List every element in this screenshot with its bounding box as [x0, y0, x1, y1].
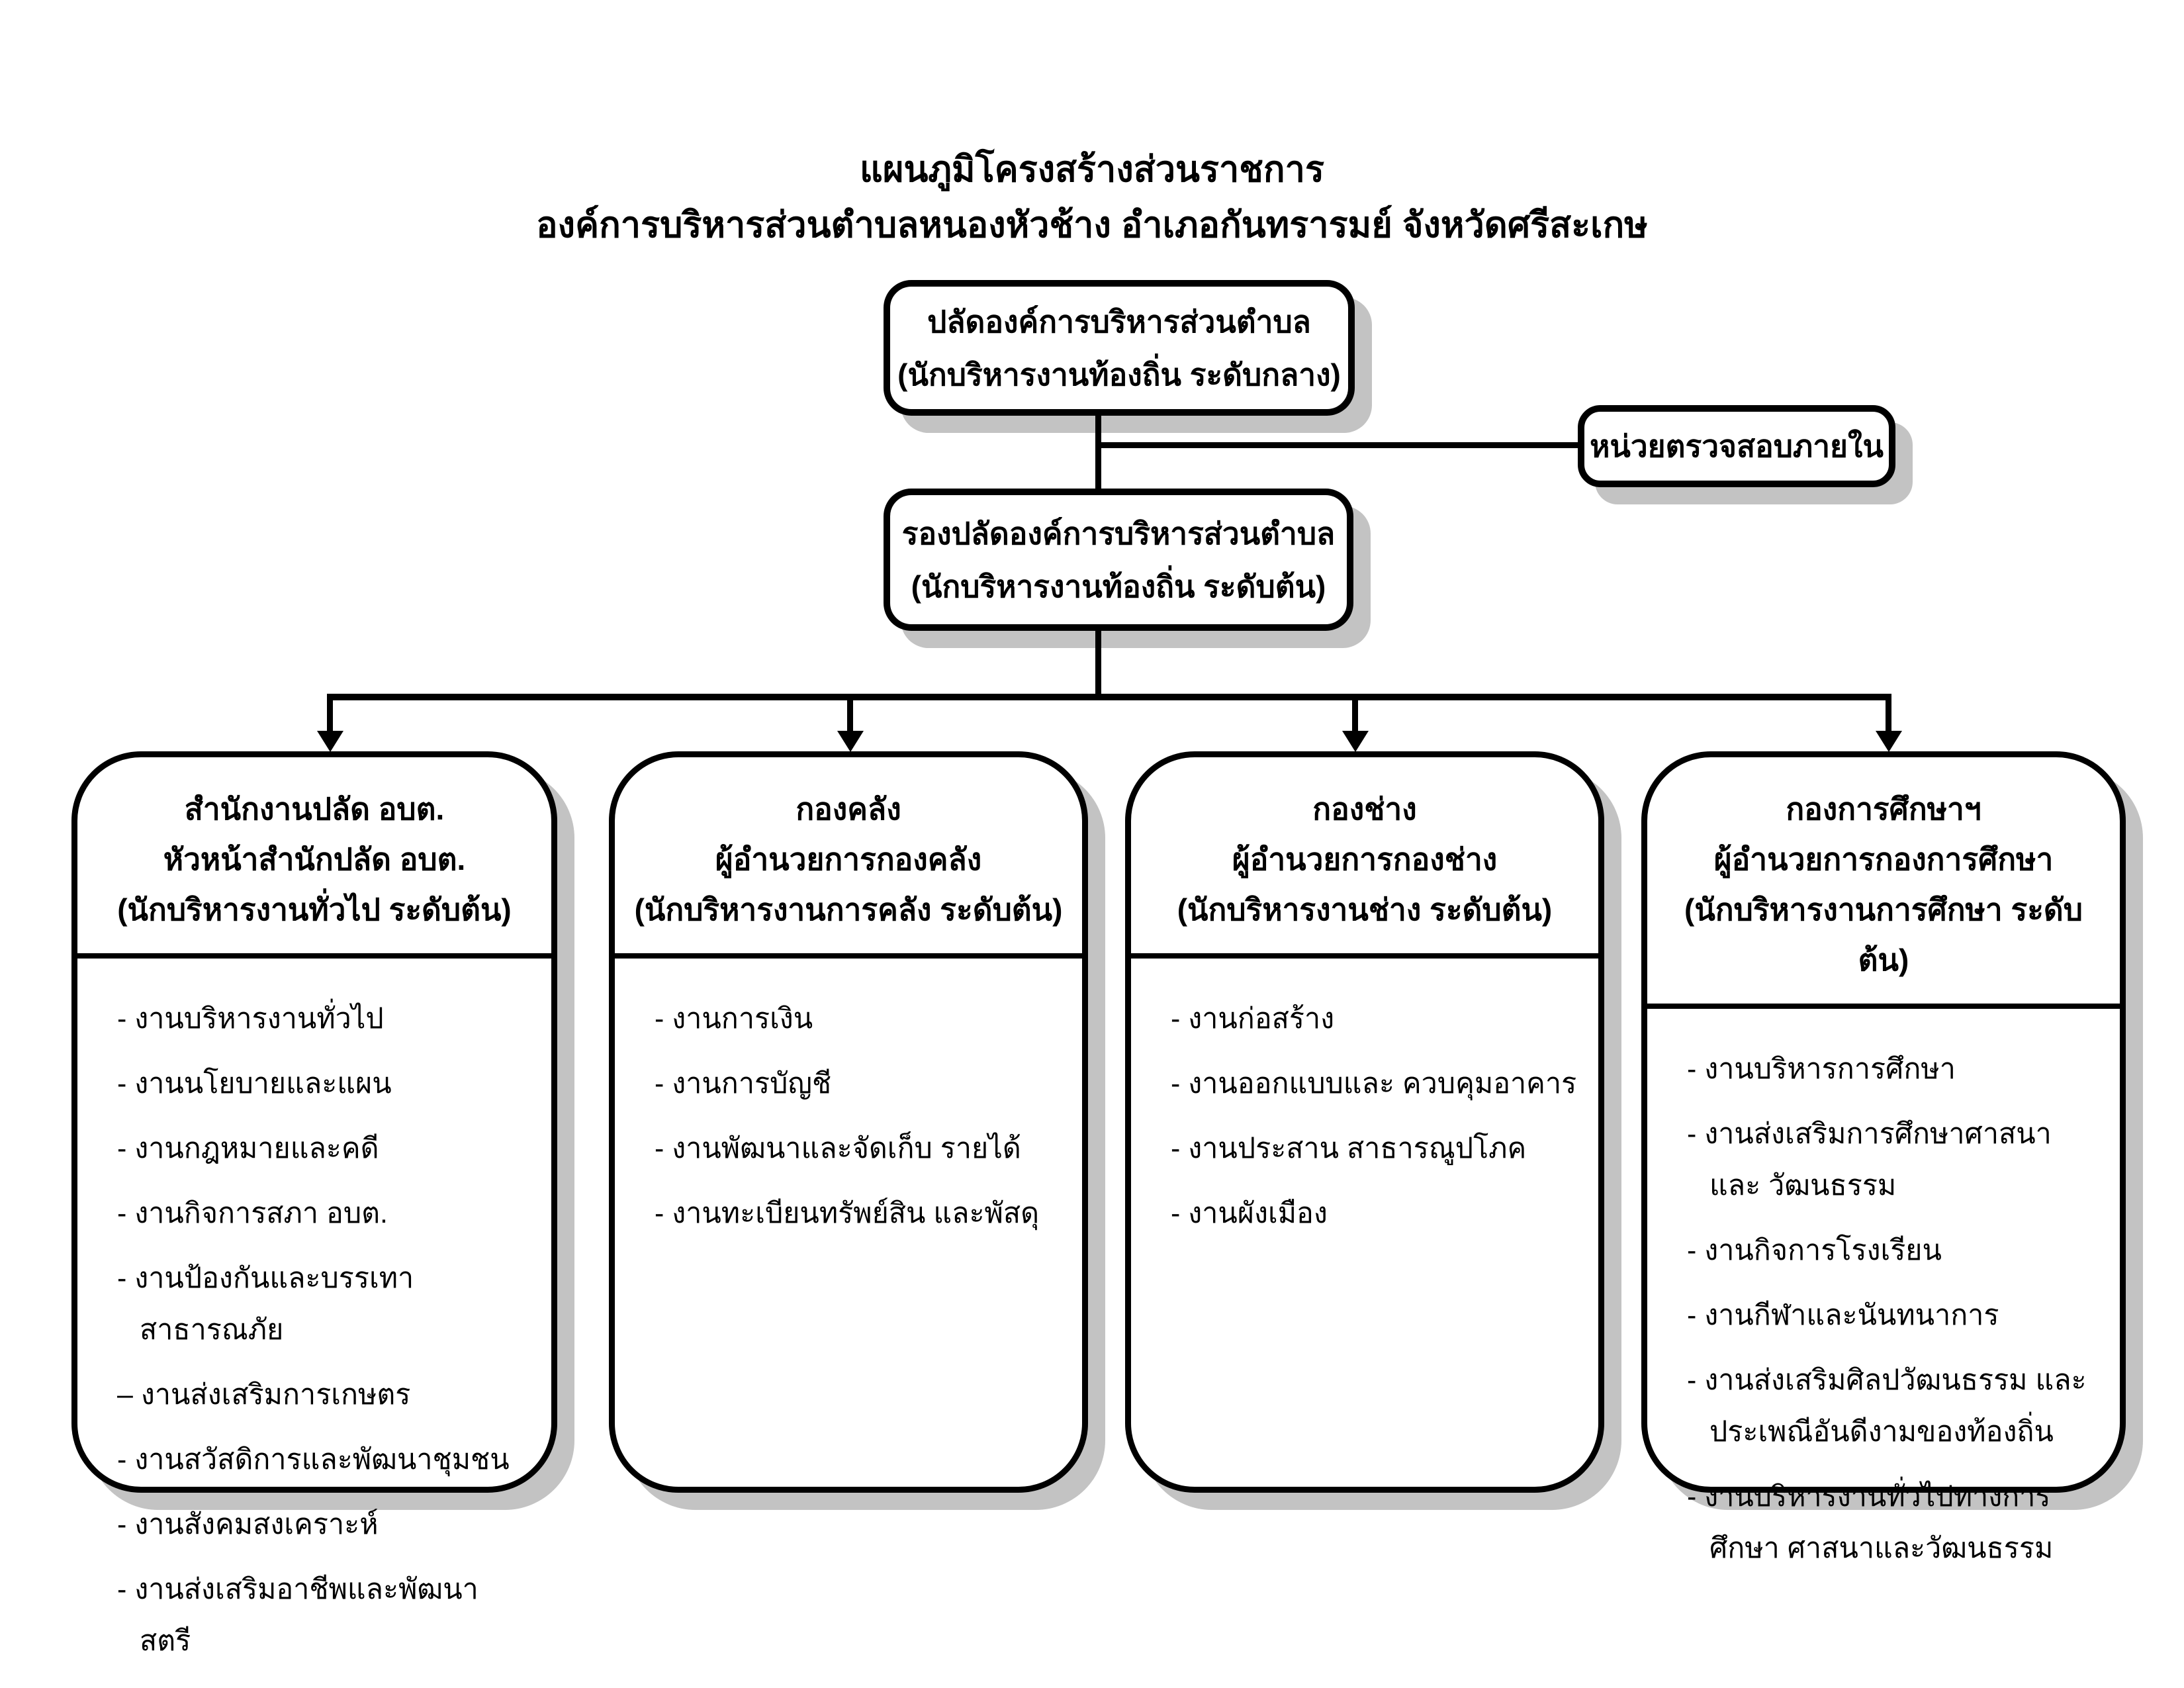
chief-title: ปลัดองค์การบริหารส่วนตำบล: [927, 304, 1311, 339]
dept-duties-list: [77, 959, 551, 1667]
connector-drop-2: [847, 697, 853, 733]
list-item: - งานออกแบบและ ควบคุมอาคาร: [1171, 1068, 1577, 1100]
list-item: - งานประสาน สาธารณูปโภค: [1171, 1133, 1527, 1164]
list-item: - งานกิจการสภา อบต.: [117, 1197, 388, 1229]
connector-deputy-trunk: [1095, 628, 1101, 697]
list-item: - งานทะเบียนทรัพย์สิน และพัสดุ: [655, 1197, 1040, 1229]
list-item: - งานผังเมือง: [1171, 1197, 1328, 1229]
dept-chief-title: ผู้อำนวยการกองการศึกษา: [1713, 842, 2054, 876]
connector-chief-deputy: [1095, 412, 1101, 492]
connector-main-bus: [327, 694, 1891, 700]
arrow-down-icon: [837, 731, 864, 752]
dept-name: กองคลัง: [796, 792, 901, 826]
dept-chief-level: (นักบริหารงานช่าง ระดับต้น): [1177, 892, 1553, 927]
dept-header: [615, 757, 1082, 959]
node-deputy: [884, 489, 1353, 631]
list-item: - งานบริหารงานทั่วไปทางการศึกษา ศาสนาและวัฒนธรรม: [1687, 1481, 2054, 1564]
list-item: - งานส่งเสริมอาชีพและพัฒนา สตรี: [117, 1573, 478, 1657]
node-internal-audit: [1578, 405, 1895, 487]
chief-subtitle: (นักบริหารงานท้องถิ่น ระดับกลาง): [897, 357, 1341, 392]
connector-audit-branch: [1098, 442, 1578, 448]
node-public-works-division: [1125, 751, 1604, 1493]
list-item: - งานบริหารการศึกษา: [1687, 1053, 1956, 1085]
list-item: - งานบริหารงานทั่วไป: [117, 1003, 384, 1035]
list-item: - งานกฎหมายและคดี: [117, 1133, 379, 1164]
dept-duties-list: [1131, 959, 1598, 1239]
dept-name: สำนักงานปลัด อบต.: [184, 792, 445, 826]
list-item: - งานส่งเสริมการศึกษาศาสนาและ วัฒนธรรม: [1687, 1118, 2052, 1201]
list-item: - งานกิจการโรงเรียน: [1687, 1235, 1942, 1266]
node-finance-division: [609, 751, 1088, 1493]
list-item: - งานพัฒนาและจัดเก็บ รายได้: [655, 1133, 1021, 1164]
chart-title-line1: แผนภูมิโครงสร้างส่วนราชการ: [860, 150, 1324, 189]
dept-duties-list: [1647, 1009, 2120, 1574]
connector-drop-4: [1886, 697, 1891, 733]
dept-header: [1647, 757, 2120, 1009]
arrow-down-icon: [1876, 731, 1902, 752]
list-item: – งานส่งเสริมการเกษตร: [117, 1379, 411, 1411]
deputy-title: รองปลัดองค์การบริหารส่วนตำบล: [901, 516, 1336, 551]
dept-chief-level: (นักบริหารงานการคลัง ระดับต้น): [634, 892, 1063, 927]
dept-chief-level: (นักบริหารงานการศึกษา ระดับต้น): [1684, 892, 2083, 977]
list-item: - งานก่อสร้าง: [1171, 1003, 1335, 1035]
dept-header: [1131, 757, 1598, 959]
list-item: - งานนโยบายและแผน: [117, 1068, 392, 1100]
node-education-division: [1641, 751, 2126, 1564]
dept-chief-title: ผู้อำนวยการกองช่าง: [1232, 842, 1498, 876]
list-item: - งานสังคมสงเคราะห์: [117, 1509, 379, 1540]
internal-audit-label: หน่วยตรวจสอบภายใน: [1590, 429, 1884, 463]
dept-name: กองช่าง: [1312, 792, 1417, 826]
dept-chief-title: หัวหน้าสำนักปลัด อบต.: [163, 842, 466, 876]
list-item: - งานการเงิน: [655, 1003, 813, 1035]
dept-chief-level: (นักบริหารงานทั่วไป ระดับต้น): [117, 892, 512, 927]
list-item: - งานสวัสดิการและพัฒนาชุมชน: [117, 1444, 510, 1476]
list-item: - งานส่งเสริมศิลปวัฒนธรรม และ ประเพณีอันดีงามของท้องถิ่น: [1687, 1364, 2087, 1448]
list-item: - งานป้องกันและบรรเทา สาธารณภัย: [117, 1262, 414, 1346]
list-item: - งานกีฬาและนันทนาการ: [1687, 1299, 1999, 1331]
connector-drop-1: [327, 697, 333, 733]
dept-header: [77, 757, 551, 959]
node-chief: [884, 280, 1355, 416]
dept-name: กองการศึกษาฯ: [1786, 792, 1981, 826]
node-office-of-clerk: [71, 751, 557, 1657]
deputy-subtitle: (นักบริหารงานท้องถิ่น ระดับต้น): [911, 569, 1326, 604]
arrow-down-icon: [317, 731, 343, 752]
arrow-down-icon: [1342, 731, 1369, 752]
list-item: - งานการบัญชี: [655, 1068, 832, 1100]
dept-duties-list: [615, 959, 1082, 1239]
dept-chief-title: ผู้อำนวยการกองคลัง: [715, 842, 982, 876]
connector-drop-3: [1352, 697, 1358, 733]
chart-title-line2: องค์การบริหารส่วนตำบลหนองหัวช้าง อำเภอกันทรารมย์ จังหวัดศรีสะเกษ: [536, 205, 1648, 245]
